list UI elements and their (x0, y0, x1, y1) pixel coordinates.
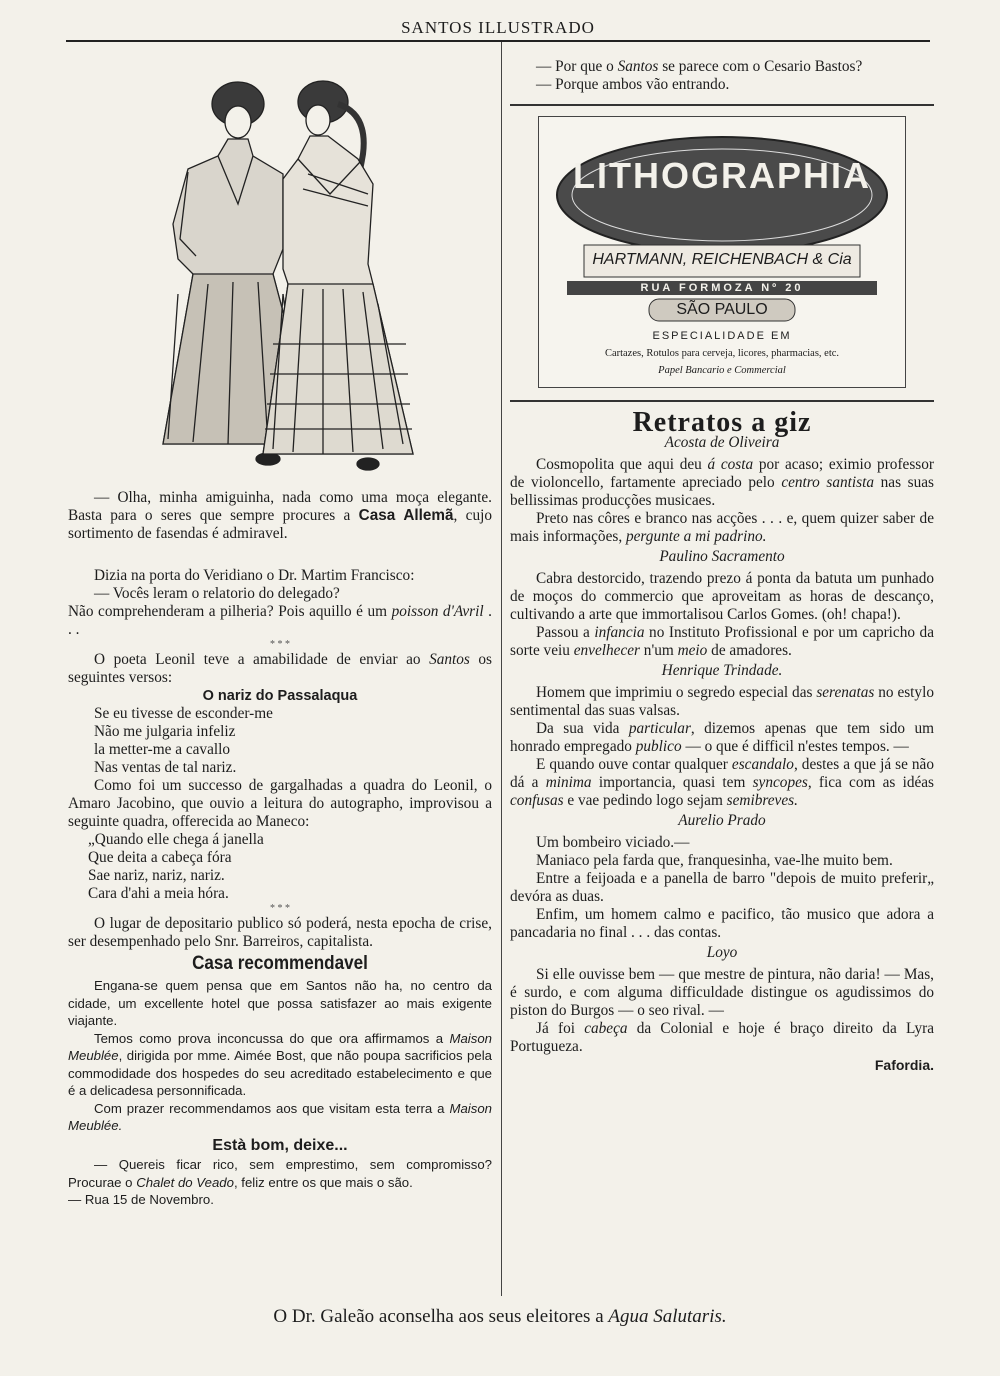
retrato-text: e vae pedindo logo sejam (563, 792, 727, 809)
byline-loyo: Loyo (706, 944, 738, 961)
retrato-text: da Colonial e hoje é braço direito da Lyra Portugueza. (510, 1020, 934, 1055)
italic-term: envelhecer (573, 642, 640, 659)
pilheria-text: Não comprehenderam a pilheria? Pois aquillo é um (68, 603, 392, 620)
ad-banner: LITHOGRAPHIA (573, 155, 871, 196)
retrato-text: n'um (639, 642, 678, 659)
lithographia-advertisement (538, 116, 906, 388)
byline-henrique: Henrique Trindade. (661, 662, 783, 679)
casa-paragraph-3 (68, 1100, 492, 1135)
poem-title: O nariz do Passalaqua (202, 688, 358, 704)
caption-text: — Olha, minha amiguinha, nada como uma moça elegante. Basta para o seres que sempre procures a (68, 489, 492, 524)
acosta-paragraph-1 (510, 456, 934, 510)
italic-term: minima (545, 774, 592, 791)
chalet-italic: Chalet do Veado (136, 1174, 234, 1190)
ad-firm: HARTMANN, REICHENBACH & Cia (592, 251, 852, 268)
separator-stars: * * * (270, 903, 290, 914)
pilheria-paragraph (68, 603, 492, 639)
henrique-paragraph-3 (510, 756, 934, 810)
header-rule (66, 40, 930, 42)
footer-notice (0, 1306, 1000, 1328)
poem-line: „Quando elle chega á janella (88, 831, 264, 848)
retrato-text: no estylo sentimental das suas valsas. (510, 684, 934, 719)
aurelio-paragraph-3: Entre a feijoada e a panella de barro "depois de muito preferir„ devóra as duas. (510, 870, 934, 905)
estabom-text: — Quereis ficar rico, sem emprestimo, sem compromisso? Procurae o (68, 1157, 492, 1190)
retrato-text: importancia, quasi tem (591, 774, 753, 791)
paulino-paragraph-1: Cabra destorcido, trazendo prezo á ponta da batuta um punhado de moços do commercio que aproveitam as horas de descanço, cultivando a arte que immortalisou Carlos Gomes. (oh! chapa!). (510, 570, 934, 623)
casa-paragraph-1: Engana-se quem pensa que em Santos não ha, no centro da cidade, um excellente hotel que possa satisfazer ao mais exigente viajante. (68, 978, 492, 1028)
martim-paragraph: Dizia na porta do Veridiano o Dr. Martim Francisco: (94, 567, 415, 584)
casa-paragraph-2 (68, 1030, 492, 1100)
caption-paragraph (68, 489, 492, 543)
italic-term: centro santista (781, 474, 875, 491)
cesario-question (510, 58, 934, 76)
santos-italic: Santos (429, 651, 470, 668)
retrato-text: , dizemos apenas que tem sido um honrado empregado (510, 720, 934, 755)
question-text: — Por que o (536, 58, 618, 75)
casa-heading: Casa recommendavel (192, 953, 368, 974)
retrato-text: de amadores. (707, 642, 792, 659)
retratos-heading: Retratos a giz (632, 407, 812, 438)
retrato-text: nas suas bellissimas producções musicaes. (510, 474, 935, 509)
retrato-text: — o que é difficil n'estes tempos. — (681, 738, 909, 755)
retrato-text: Passou a (536, 624, 595, 641)
aurelio-paragraph-1: Um bombeiro viciado.— (536, 834, 690, 851)
poem-line: Se eu tivesse de esconder-me (94, 705, 273, 722)
retrato-text: no Instituto Profissional e por um capricho da sorte veiu (510, 624, 934, 659)
leonil-paragraph (68, 651, 492, 687)
quadra-paragraph: Como foi um successo de gargalhadas a quadra do Leonil, o Amaro Jacobino, que ouvio a leitura do autographo, improvisou a seguinte quadra, offerecida ao Maneco: (68, 777, 492, 830)
henrique-paragraph-1 (510, 684, 934, 720)
maison-italic: Maison Meublée. (68, 1100, 492, 1133)
page-header: SANTOS ILLUSTRADO (401, 18, 595, 37)
maison-italic: Maison Meublée (68, 1030, 492, 1063)
estabom-end: , feliz entre os que mais o são. (233, 1174, 413, 1190)
casa-section (68, 977, 492, 1209)
italic-term: infancia (594, 624, 645, 641)
italic-term: particular (628, 720, 691, 737)
ad-city: SÃO PAULO (676, 301, 768, 318)
casa-text: Com prazer recommendamos aos que visitam esta terra a (94, 1100, 450, 1116)
poem-line: Sae nariz, nariz, nariz. (88, 867, 225, 884)
fashion-illustration (68, 44, 492, 484)
casa-text-end: , dirigida por mme. Aimée Bost, que não poupa sacrificios pela commodidade dos hospedes do seu acreditado estabelecimento e que é a delicadesa personnificada. (68, 1048, 492, 1098)
estabom-address: — Rua 15 de Novembro. (68, 1192, 214, 1207)
retrato-text: Preto nas côres e branco nas acções . . . e, quem quizer saber de mais informações, (510, 510, 934, 545)
byline-paulino: Paulino Sacramento (659, 548, 785, 565)
italic-term: pergunte a mi padrino. (625, 528, 767, 545)
agua-salutaris-italic: Agua Salutaris. (608, 1306, 727, 1327)
left-column (68, 44, 492, 1209)
signature: Fafordia. (874, 1057, 934, 1073)
retrato-text: Da sua vida (536, 720, 629, 737)
retrato-text: , fica com as idéas (807, 774, 934, 791)
leonil-end: os seguintes versos: (68, 651, 492, 686)
retrato-text: , destes a que já se não dá a (510, 756, 934, 791)
poem-quadra (68, 831, 492, 903)
ad-street: RUA FORMOZA Nº 20 (640, 282, 804, 294)
poem-line: Nas ventas de tal nariz. (94, 759, 237, 776)
retrato-text: E quando ouve contar qualquer (536, 756, 732, 773)
poem-line: Não me julgaria infeliz (94, 723, 236, 740)
italic-term: confusas (510, 792, 564, 809)
byline-acosta: Acosta de Oliveira (664, 434, 780, 451)
loyo-paragraph-2 (510, 1020, 934, 1056)
ad-specialty: ESPECIALIDADE EM (652, 330, 792, 342)
acosta-paragraph-2 (510, 510, 934, 546)
ellipsis-text: . . . (68, 603, 492, 638)
paulino-paragraph-2 (510, 624, 934, 660)
column-divider (501, 42, 502, 1296)
retrato-text: Homem que imprimiu o segredo especial das (536, 684, 817, 701)
italic-term: escandalo (731, 756, 794, 773)
poem-line: Cara d'ahi a meia hóra. (88, 885, 229, 902)
retrato-text: Cosmopolita que aqui deu (536, 456, 708, 473)
leonil-text: O poeta Leonil teve a amabilidade de enviar ao (94, 651, 430, 668)
italic-term: serenatas (816, 684, 875, 701)
italic-term: meio (677, 642, 708, 659)
loyo-paragraph-1: Si elle ouvisse bem — que mestre de pintura, não daria! — Mas, é surdo, e com alguma difficuldade distingue os agudissimos do piston do Burgos — o seo rival. — (510, 966, 934, 1019)
italic-term: á costa (707, 456, 754, 473)
byline-aurelio: Aurelio Prado (678, 812, 766, 829)
section-rule (510, 104, 934, 106)
ad-line2: Papel Bancario e Commercial (658, 365, 786, 376)
separator-stars: * * * (270, 639, 290, 650)
poem-line: la metter-me a cavallo (94, 741, 231, 758)
casa-allema-name: Casa Allemã (358, 507, 454, 524)
question-end: se parece com o Cesario Bastos? (658, 58, 863, 75)
italic-term: semibreves. (726, 792, 798, 809)
casa-text: Temos como prova inconcussa do que ora affirmamos a (94, 1030, 450, 1046)
ad-line1: Cartazes, Rotulos para cerveja, licores, pharmacias, etc. (604, 348, 840, 359)
estabom-heading: Està bom, deixe... (212, 1136, 348, 1154)
retrato-text: Já foi (536, 1020, 585, 1037)
italic-term: cabeça (584, 1020, 628, 1037)
poem-nariz (68, 705, 492, 777)
aurelio-paragraph-4: Enfim, um homem calmo e pacifico, tão musico que adora a pancadaria no final . . . das contas. (510, 906, 934, 941)
relatorio-question: — Vocês leram o relatorio do delegado? (94, 585, 340, 602)
poisson-text: poisson d'Avril (391, 603, 484, 620)
cesario-answer: — Porque ambos vão entrando. (536, 76, 730, 93)
italic-term: publico (635, 738, 682, 755)
italic-term: syncopes (752, 774, 808, 791)
section-rule (510, 400, 934, 402)
footer-text: O Dr. Galeão aconselha aos seus eleitores a (273, 1306, 609, 1327)
poem-line: Que deita a cabeça fóra (88, 849, 232, 866)
henrique-paragraph-2 (510, 720, 934, 756)
caption-end: , cujo sortimento de fasendas é admiravel. (68, 507, 492, 542)
depositario-paragraph: O lugar de depositario publico só poderá, nesta epocha de crise, ser desempenhado pelo Snr. Barreiros, capitalista. (68, 915, 492, 950)
santos-italic: Santos (617, 58, 659, 75)
right-column (510, 58, 934, 1074)
retrato-text: por acaso; eximio professor de violoncello, fartamente apreciado pelo (510, 456, 934, 491)
aurelio-paragraph-2: Maniaco pela farda que, franquesinha, vae-lhe muito bem. (536, 852, 893, 869)
estabom-paragraph (68, 1156, 492, 1191)
